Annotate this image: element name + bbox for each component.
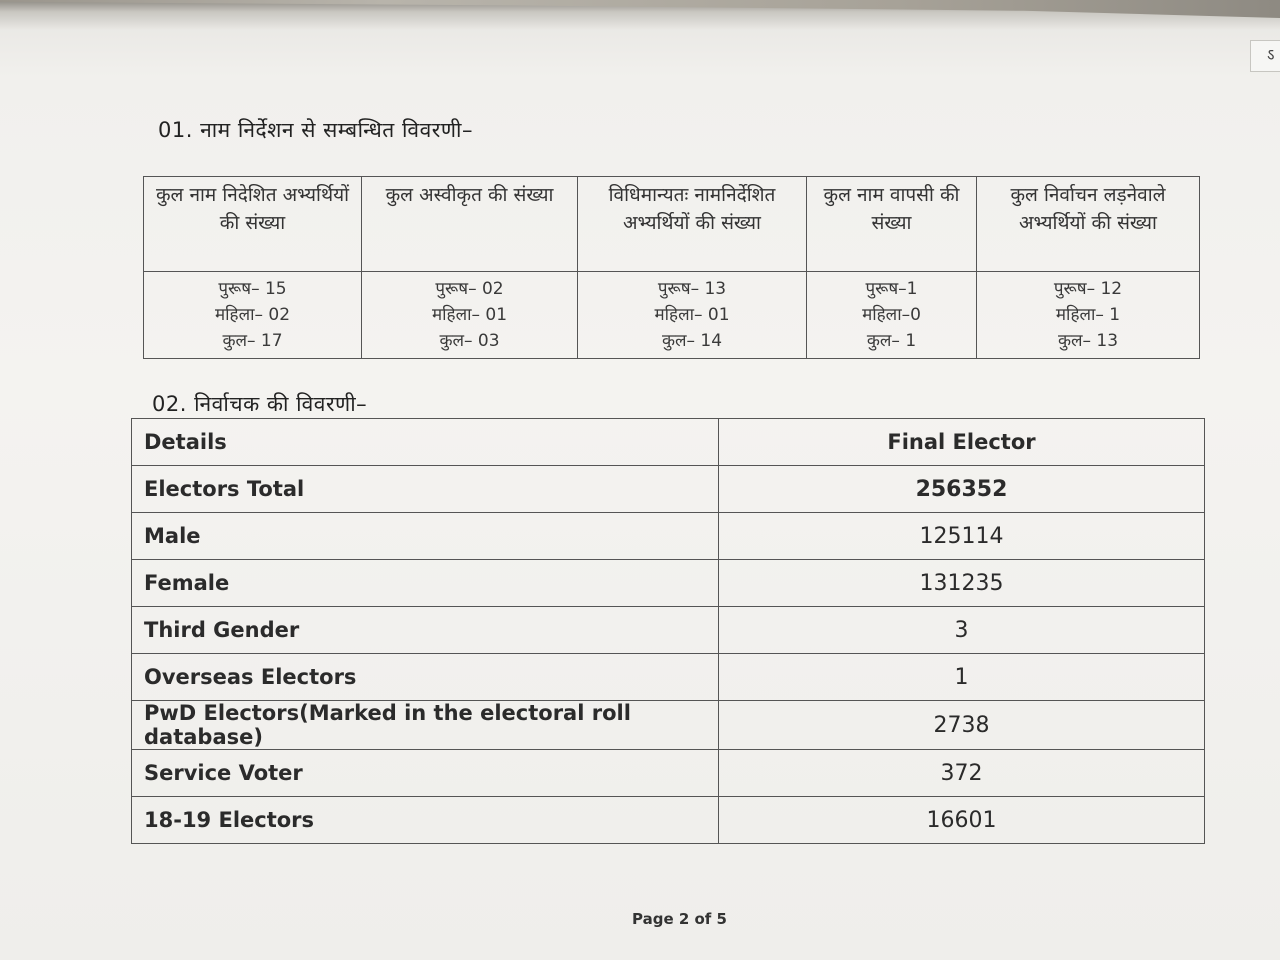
total-count: कुल– 1 [866, 331, 917, 351]
row-label: Female [132, 560, 719, 607]
row-label: Overseas Electors [132, 654, 719, 701]
nomination-header-cell: कुल नाम निदेशित अभ्यर्थियों की संख्या [144, 177, 362, 272]
page-number: Page 2 of 5 [632, 910, 727, 928]
nomination-value-cell [144, 272, 362, 359]
nomination-header-cell: कुल नाम वापसी की संख्या [807, 177, 977, 272]
nomination-value-cell [807, 272, 977, 359]
row-value: 1 [719, 654, 1205, 701]
corner-note: ऽ [1250, 40, 1280, 72]
male-count: पुरूष–1 [865, 279, 918, 299]
male-count: पुरूष– 12 [1053, 279, 1123, 299]
nomination-header-cell: कुल निर्वाचन लड़नेवाले अभ्यर्थियों की संख्या [977, 177, 1200, 272]
female-count: महिला–0 [862, 305, 921, 325]
table-row [132, 560, 1205, 607]
female-count: महिला– 01 [431, 305, 508, 325]
male-count: पुरूष– 13 [657, 279, 727, 299]
section-1-heading: 01. नाम निर्देशन से सम्बन्धित विवरणी– [158, 118, 473, 142]
nomination-header-cell: विधिमान्यतः नामनिर्देशित अभ्यर्थियों की संख्या [578, 177, 807, 272]
table-row [132, 797, 1205, 844]
row-value: 3 [719, 607, 1205, 654]
elector-table [131, 418, 1205, 844]
nomination-header-cell: कुल अस्वीकृत की संख्या [362, 177, 578, 272]
row-label: PwD Electors(Marked in the electoral roll database) [132, 701, 719, 750]
total-count: कुल– 14 [661, 331, 723, 351]
row-value: 125114 [719, 513, 1205, 560]
male-count: पुरूष– 15 [218, 279, 287, 299]
details-header: Details [132, 419, 719, 466]
table-row [132, 701, 1205, 750]
total-count: कुल– 03 [439, 331, 500, 351]
row-value: 256352 [719, 466, 1205, 513]
total-count: कुल– 13 [1057, 331, 1119, 351]
row-label: Service Voter [132, 750, 719, 797]
table-row [132, 654, 1205, 701]
elector-header-row [132, 419, 1205, 466]
nomination-value-cell [362, 272, 578, 359]
final-elector-header: Final Elector [719, 419, 1205, 466]
female-count: महिला– 02 [214, 305, 291, 325]
nomination-table [143, 176, 1200, 359]
row-value: 372 [719, 750, 1205, 797]
nomination-value-cell [578, 272, 807, 359]
row-label: 18-19 Electors [132, 797, 719, 844]
male-count: पुरूष– 02 [435, 279, 504, 299]
table-row [132, 750, 1205, 797]
row-value: 131235 [719, 560, 1205, 607]
nomination-header-row [144, 177, 1200, 272]
section-2-heading: 02. निर्वाचक की विवरणी– [152, 392, 368, 416]
nomination-value-cell [977, 272, 1200, 359]
row-label: Electors Total [132, 466, 719, 513]
nomination-values-row [144, 272, 1200, 359]
total-count: कुल– 17 [222, 331, 283, 351]
row-value: 16601 [719, 797, 1205, 844]
row-label: Third Gender [132, 607, 719, 654]
table-row [132, 513, 1205, 560]
table-row [132, 466, 1205, 513]
table-row [132, 607, 1205, 654]
row-value: 2738 [719, 701, 1205, 750]
row-label: Male [132, 513, 719, 560]
female-count: महिला– 1 [1055, 305, 1121, 325]
female-count: महिला– 01 [654, 305, 730, 325]
